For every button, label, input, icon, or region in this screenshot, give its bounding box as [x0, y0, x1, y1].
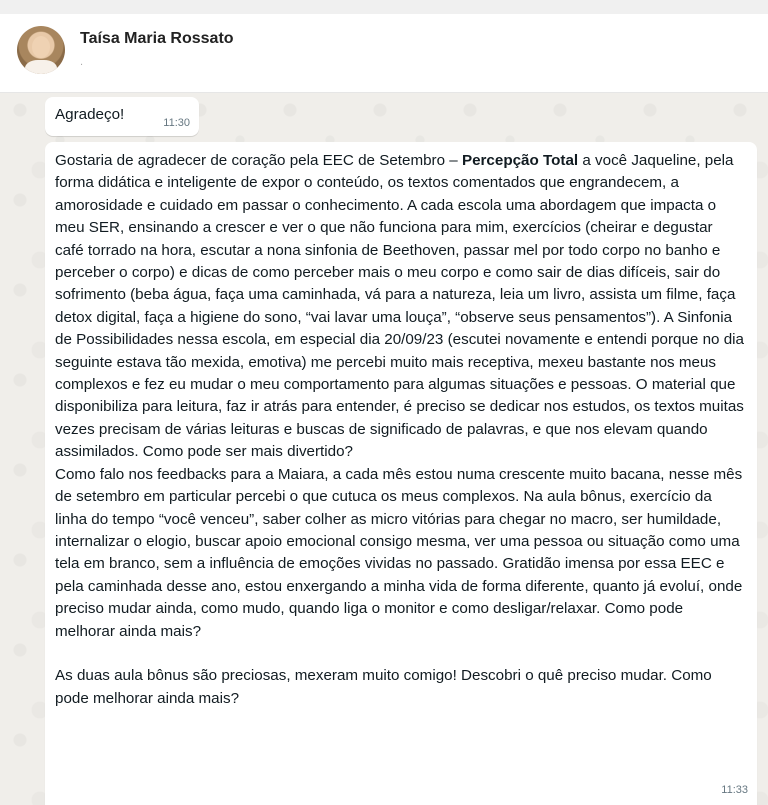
message-time: 11:33	[721, 783, 748, 796]
message-text: Agradeço!	[55, 106, 125, 123]
avatar-body	[25, 60, 57, 74]
window-top-strip	[0, 0, 768, 14]
message-bubble[interactable]	[45, 142, 757, 805]
avatar[interactable]	[17, 26, 65, 74]
contact-name[interactable]: Taísa Maria Rossato	[80, 30, 234, 47]
paragraph-intro: Gostaria de agradecer de coração pela EEC de Setembro –	[55, 152, 462, 169]
contact-status: .	[80, 56, 84, 68]
message-time: 11:30	[163, 116, 190, 129]
paragraph-rest: a você Jaqueline, pela forma didática e inteligente de expor o conteúdo, os textos comentados que engrandecem, a amorosidade e cuidado em passar o conhecimento. A cada escola uma abordagem que impacta o meu SER, ensinando a crescer e ver o que não funciona para mim, exercícios (cheirar e degustar café torrado na hora, escutar a nona sinfonia de Beethoven, passar mel por todo corpo no banho e perceber o corpo) e dicas de como perceber mais o meu corpo e como sair de dias difíceis, sair do sofrimento (beba água, faça uma caminhada, vá para a natureza, leia um livro, assista um filme, faça detox digital, faça a higiene do sono, “vai lavar uma louça”, “observe seus pensamentos”). A Sinfonia de Possibilidades nessa escola, em especial dia 20/09/23 (escutei novamente e entendi porque no dia seguinte estava tão mexida, emotiva) me percebi muito mais receptiva, mexeu bastante nos meus complexos e fez eu mudar o meu comportamento para algumas situações e pessoas. O material que disponibiliza para leitura, faz ir atrás para entender, é preciso se dedicar nos estudos, os textos muitas vezes precisam de várias leituras e buscas de significado de palavras, e que nos elevam quando assimilados. Como pode ser mais divertido?	[55, 152, 744, 461]
message-text	[55, 150, 745, 710]
message-paragraph	[55, 150, 745, 464]
avatar-face	[32, 36, 50, 58]
message-paragraph: As duas aula bônus são preciosas, mexeram muito comigo! Descobri o quê preciso mudar. Como pode melhorar ainda mais?	[55, 667, 712, 707]
chat-header[interactable]	[0, 14, 768, 93]
message-paragraph: Como falo nos feedbacks para a Maiara, a cada mês estou numa crescente muito bacana, nesse mês de setembro em particular percebi o que cutuca os meus complexos. Na aula bônus, exercício da linha do tempo “você venceu”, saber colher as micro vitórias para chegar no macro, ser humildade, internalizar o elogio, buscar apoio emocional consigo mesma, ver uma pessoa ou situação como uma tela em branco, sem a influência de emoções vividas no passado. Gratidão imensa por essa EEC e pela caminhada desse ano, estou enxergando a minha vida de forma diferente, quanto já evoluí, onde preciso mudar ainda, como mudo, quando liga o monitor e como desligar/relaxar. Como pode melhorar ainda mais?	[55, 465, 743, 640]
paragraph-bold: Percepção Total	[461, 152, 579, 169]
message-bubble[interactable]	[45, 97, 199, 136]
